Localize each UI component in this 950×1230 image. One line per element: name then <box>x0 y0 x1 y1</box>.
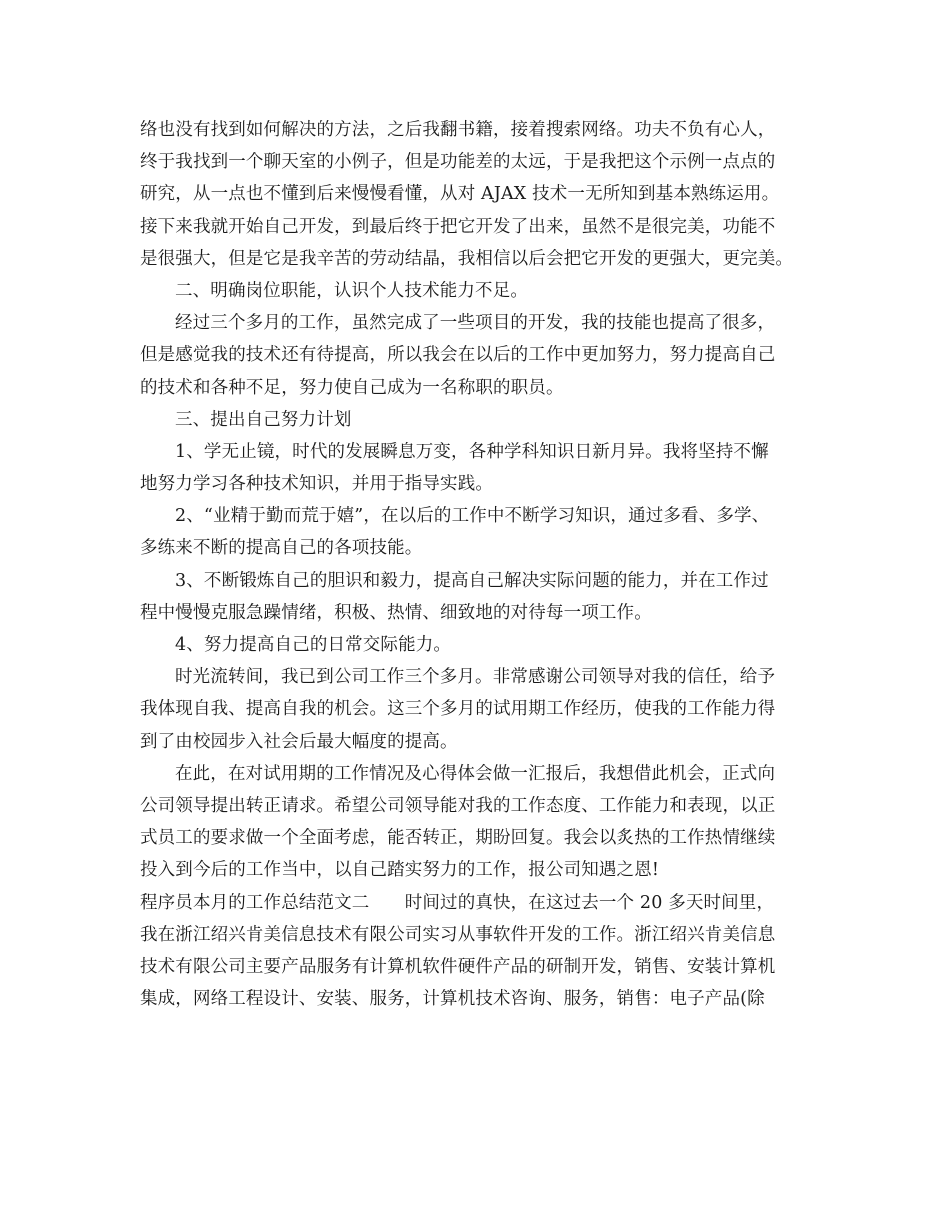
text-line: 技术有限公司主要产品服务有计算机软件硬件产品的研制开发，销售、安装计算机 <box>140 956 776 977</box>
text-line: 程中慢慢克服急躁情绪，积极、热情、细致地的对待每一项工作。 <box>140 602 652 623</box>
text-line: 络也没有找到如何解决的方法，之后我翻书籍，接着搜索网络。功夫不负有心人， <box>140 120 776 140</box>
text-line: 终于我找到一个聊天室的小例子，但是功能差的太远，于是我把这个示例一点点的 <box>140 152 776 173</box>
text-line: 是很强大，但是它是我辛苦的劳动结晶，我相信以后会把它开发的更强大，更完美。 <box>140 248 794 269</box>
text-line: 时光流转间，我已到公司工作三个多月。非常感谢公司领导对我的信任，给予 <box>175 667 776 688</box>
text-line: 程序员本月的工作总结范文二 时间过的真快，在这过去一个 20 多天时间里， <box>140 892 775 913</box>
text-line: 我体现自我、提高自我的机会。这三个多月的试用期工作经历，使我的工作能力得 <box>140 699 776 720</box>
text-line: 1、学无止镜，时代的发展瞬息万变，各种学科知识日新月异。我将坚持不懈 <box>175 441 769 462</box>
text-line: 的技术和各种不足，努力使自己成为一名称职的职员。 <box>140 377 564 398</box>
text-line: 地努力学习各种技术知识，并用于指导实践。 <box>140 474 493 495</box>
text-line: 多练来不断的提高自己的各项技能。 <box>140 538 423 559</box>
text-line: 投入到今后的工作当中，以自己踏实努力的工作，报公司知遇之恩! <box>140 860 660 881</box>
text-line: 2、“业精于勤而荒于嬉”，在以后的工作中不断学习知识，通过多看、多学、 <box>175 506 770 527</box>
text-line: 公司领导提出转正请求。希望公司领导能对我的工作态度、工作能力和表现，以正 <box>140 795 776 816</box>
text-line: 研究，从一点也不懂到后来慢慢看懂，从对 AJAX 技术一无所知到基本熟练运用。 <box>140 184 780 205</box>
text-line: 经过三个多月的工作，虽然完成了一些项目的开发，我的技能也提高了很多， <box>175 313 776 334</box>
text-line: 但是感觉我的技术还有待提高，所以我会在以后的工作中更加努力，努力提高自己 <box>140 345 776 366</box>
body-text <box>140 114 830 1015</box>
text-line: 三、提出自己努力计划 <box>175 409 352 430</box>
text-line: 式员工的要求做一个全面考虑，能否转正，期盼回复。我会以炙热的工作热情继续 <box>140 828 776 849</box>
text-line: 接下来我就开始自己开发，到最后终于把它开发了出来，虽然不是很完美，功能不 <box>140 216 776 237</box>
text-line: 到了由校园步入社会后最大幅度的提高。 <box>140 731 458 752</box>
text-line: 集成，网络工程设计、安装、服务，计算机技术咨询、服务，销售：电子产品(除 <box>140 989 765 1010</box>
text-line: 二、明确岗位职能，认识个人技术能力不足。 <box>175 280 528 301</box>
text-line: 在此，在对试用期的工作情况及心得体会做一汇报后，我想借此机会，正式向 <box>175 763 776 784</box>
text-line: 3、不断锻炼自己的胆识和毅力，提高自己解决实际问题的能力，并在工作过 <box>175 570 769 591</box>
text-line: 我在浙江绍兴肯美信息技术有限公司实习从事软件开发的工作。浙江绍兴肯美信息 <box>140 924 776 945</box>
text-line: 4、努力提高自己的日常交际能力。 <box>175 635 452 655</box>
